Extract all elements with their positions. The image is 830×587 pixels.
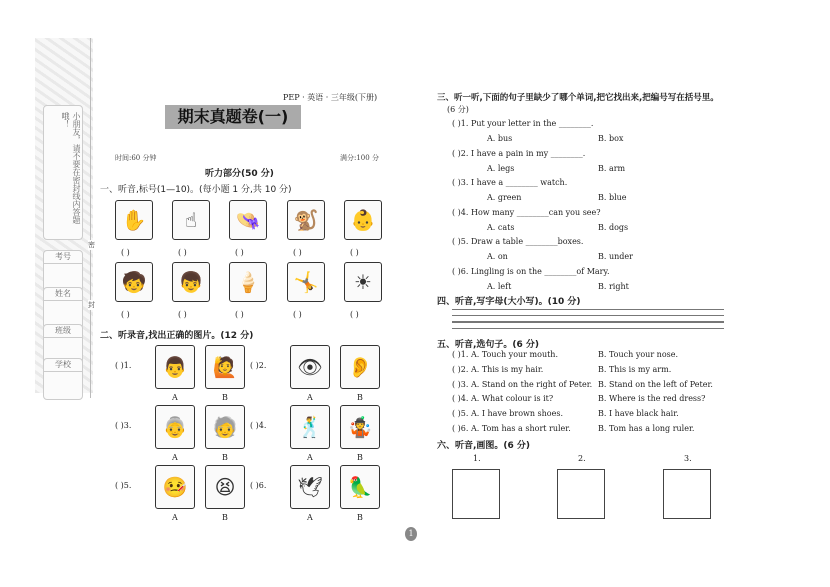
sidebar-note: 小朋友，请不要在密封线内答题哦！ [43, 105, 83, 240]
option-b[interactable]: B. box [598, 134, 624, 143]
writing-line[interactable] [452, 321, 724, 323]
cut-mark: 密 [88, 241, 95, 249]
option-b[interactable]: B. This is my arm. [598, 364, 672, 374]
option-b[interactable]: B. Where is the red dress? [598, 394, 706, 404]
option-a-picture[interactable]: 👁 [290, 345, 330, 389]
field-label: 考号 [44, 251, 82, 264]
option-b-picture[interactable]: 🦜 [340, 465, 380, 509]
name-field[interactable] [43, 287, 83, 329]
section-6-heading: 六、听音,画图。(6 分) [437, 441, 531, 451]
option-a[interactable]: ( )3. A. Stand on the right of Peter. [452, 379, 593, 389]
option-b-picture[interactable]: 🙋 [205, 345, 245, 389]
answer-bracket[interactable]: ( ) [293, 310, 302, 319]
picture-8: 🍦 [229, 262, 267, 302]
drawing-box[interactable] [663, 469, 711, 519]
option-a[interactable]: ( )4. A. What colour is it? [452, 394, 554, 404]
drawing-box[interactable] [557, 469, 605, 519]
option-a[interactable]: ( )6. A. Tom has a short ruler. [452, 424, 571, 433]
option-b[interactable]: B. arm [598, 163, 626, 173]
section-3-heading: 三、听一听,下面的句子里缺少了哪个单词,把它找出来,把编号写在括号里。 [437, 93, 719, 103]
picture-7: 👦 [172, 262, 210, 302]
option-a[interactable]: ( )1. A. Touch your mouth. [452, 350, 559, 359]
option-a[interactable]: A. left [487, 281, 512, 291]
question: ( )5. Draw a table ________boxes. [452, 237, 584, 246]
section-2-heading: 二、听录音,找出正确的图片。(12 分) [100, 331, 254, 341]
option-a[interactable]: ( )5. A. I have brown shoes. [452, 409, 564, 419]
part-heading: 听力部分(50 分) [205, 169, 274, 179]
option-b[interactable]: B. right [598, 281, 629, 291]
option-a-picture[interactable]: 🕊 [290, 465, 330, 509]
option-a-label: A [172, 393, 178, 402]
option-b[interactable]: B. dogs [598, 222, 629, 232]
picture-2: ☝ [172, 200, 210, 240]
answer-bracket[interactable]: ( ) [121, 248, 130, 257]
option-a[interactable]: A. legs [487, 163, 515, 173]
page-number: 1 [405, 527, 417, 541]
answer-bracket[interactable]: ( )5. [115, 481, 132, 490]
page-title: 期末真题卷(一) [165, 105, 301, 129]
section-1-heading: 一、听音,标号(1—10)。(每小题 1 分,共 10 分) [100, 185, 292, 195]
option-b[interactable]: B. Stand on the left of Peter. [598, 379, 713, 389]
option-a-label: A [307, 393, 313, 402]
question: ( )2. I have a pain in my ________. [452, 148, 586, 158]
answer-bracket[interactable]: ( ) [350, 310, 359, 319]
picture-6: 🧒 [115, 262, 153, 302]
answer-bracket[interactable]: ( )3. [115, 421, 132, 430]
section-5-heading: 五、听音,选句子。(6 分) [437, 340, 540, 350]
option-a[interactable]: ( )2. A. This is my hair. [452, 364, 544, 374]
option-a-picture[interactable]: 👨 [155, 345, 195, 389]
option-a[interactable]: A. bus [487, 134, 513, 143]
school-field[interactable] [43, 358, 83, 400]
answer-bracket[interactable]: ( ) [178, 310, 187, 319]
option-a-label: A [172, 453, 178, 462]
option-a[interactable]: A. on [487, 252, 508, 261]
section-4-heading: 四、听音,写字母(大小写)。(10 分) [437, 297, 581, 307]
drawing-number: 2. [578, 454, 586, 463]
option-b-label: B [222, 513, 228, 522]
drawing-number: 3. [684, 454, 692, 463]
question: ( )1. Put your letter in the ________. [452, 119, 594, 128]
question: ( )6. Lingling is on the ________of Mary. [452, 266, 610, 276]
seal-line [90, 38, 91, 398]
field-label: 班级 [44, 325, 82, 338]
field-label: 学校 [44, 359, 82, 372]
answer-bracket[interactable]: ( ) [178, 248, 187, 257]
answer-bracket[interactable]: ( ) [350, 248, 359, 257]
answer-bracket[interactable]: ( )4. [250, 421, 267, 430]
option-b[interactable]: B. Touch your nose. [598, 350, 679, 359]
full-score: 满分:100 分 [340, 154, 379, 162]
picture-9: 🤸 [287, 262, 325, 302]
drawing-box[interactable] [452, 469, 500, 519]
writing-line[interactable] [452, 328, 724, 329]
option-b-label: B [222, 453, 228, 462]
picture-10: ☀ [344, 262, 382, 302]
answer-bracket[interactable]: ( )6. [250, 481, 267, 490]
picture-5: 👶 [344, 200, 382, 240]
exam-number-field[interactable] [43, 250, 83, 292]
option-b[interactable]: B. blue [598, 193, 627, 202]
answer-bracket[interactable]: ( ) [235, 248, 244, 257]
option-a-label: A [307, 513, 313, 522]
picture-4: 🐒 [287, 200, 325, 240]
option-a-picture[interactable]: 🕺 [290, 405, 330, 449]
option-b-picture[interactable]: 🤹 [340, 405, 380, 449]
series-label: PEP · 英语 · 三年级(下册) [283, 93, 378, 102]
option-b[interactable]: B. under [598, 252, 633, 261]
option-b-label: B [222, 393, 228, 402]
option-b[interactable]: B. I have black hair. [598, 409, 679, 419]
question: ( )4. How many ________can you see? [452, 207, 601, 217]
option-a[interactable]: A. cats [487, 222, 515, 232]
option-a-picture[interactable]: 🤒 [155, 465, 195, 509]
picture-1: ✋ [115, 200, 153, 240]
question: ( )3. I have a ________ watch. [452, 178, 568, 187]
option-a-picture[interactable]: 👵 [155, 405, 195, 449]
option-a[interactable]: A. green [487, 193, 522, 202]
option-b[interactable]: B. Tom has a long ruler. [598, 424, 695, 433]
section-3-score: (6 分) [447, 105, 469, 114]
option-b-label: B [357, 393, 363, 402]
field-label: 姓名 [44, 288, 82, 301]
drawing-number: 1. [473, 454, 481, 463]
option-a-label: A [307, 453, 313, 462]
picture-3: 👒 [229, 200, 267, 240]
option-b-picture[interactable]: 😫 [205, 465, 245, 509]
cut-mark: 封 [88, 301, 95, 309]
option-b-picture[interactable]: 🧓 [205, 405, 245, 449]
answer-bracket[interactable]: ( ) [293, 248, 302, 257]
option-a-label: A [172, 513, 178, 522]
option-b-label: B [357, 513, 363, 522]
writing-line[interactable] [452, 315, 724, 316]
answer-bracket[interactable]: ( )2. [250, 361, 267, 370]
answer-bracket[interactable]: ( )1. [115, 361, 132, 370]
writing-line[interactable] [452, 309, 724, 310]
answer-bracket[interactable]: ( ) [121, 310, 130, 319]
answer-bracket[interactable]: ( ) [235, 310, 244, 319]
option-b-picture[interactable]: 👂 [340, 345, 380, 389]
time-limit: 时间:60 分钟 [115, 154, 157, 162]
option-b-label: B [357, 453, 363, 462]
